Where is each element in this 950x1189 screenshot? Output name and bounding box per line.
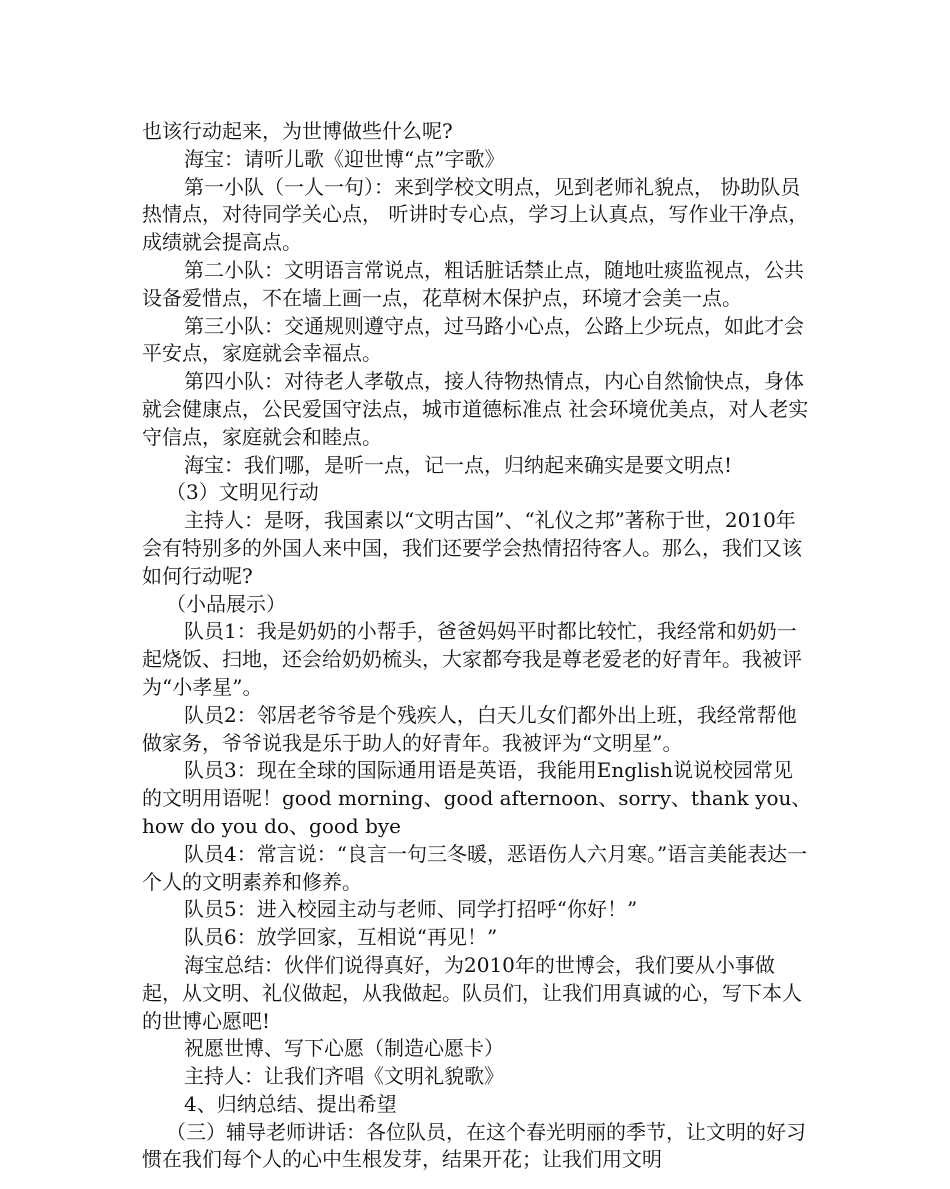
paragraph-member-3: 队员3：现在全球的国际通用语是英语，我能用English说说校园常见的文明用语呢！good morning、good afternoon、sorry、thank you、how do you do、good bye <box>142 758 812 838</box>
paragraph-host-1: 主持人：是呀，我国素以“文明古国”、“礼仪之邦”著称于世，2010年会有特别多的外国人来中国，我们还要学会热情招待客人。那么，我们又该如何行动呢? <box>142 508 802 588</box>
paragraph-member-4: 队员4：常言说：“良言一句三冬暖，恶语伤人六月寒。”语言美能表达一个人的文明素养和修养。 <box>142 841 808 894</box>
paragraph-host-2: 主持人：让我们齐唱《文明礼貌歌》 <box>184 1064 504 1089</box>
paragraph-squad-3: 第三小队：交通规则遵守点，过马路小心点，公路上少玩点，如此才会平安点，家庭就会幸福点。 <box>142 313 804 366</box>
paragraph-member-1: 队员1：我是奶奶的小帮手，爸爸妈妈平时都比较忙，我经常和奶奶一起烧饭、扫地，还会给奶奶梳头，大家都夸我是尊老爱老的好青年。我被评为“小孝星”。 <box>142 619 802 699</box>
paragraph-member-6: 队员6：放学回家，互相说“再见！” <box>184 925 498 950</box>
paragraph-haibao-song: 海宝：请听儿歌《迎世博“点”字歌》 <box>184 146 505 171</box>
section-heading-summary: 4、归纳总结、提出希望 <box>184 1091 397 1116</box>
paragraph-member-5: 队员5：进入校园主动与老师、同学打招呼“你好！” <box>184 897 638 922</box>
section-heading-skit: （小品展示） <box>166 591 286 616</box>
paragraph-teacher-speech: （三）辅导老师讲话：各位队员，在这个春光明丽的季节，让文明的好习惯在我们每个人的心中生根发芽，结果开花；让我们用文明 <box>142 1119 806 1172</box>
paragraph-squad-2: 第二小队：文明语言常说点，粗话脏话禁止点，随地吐痰监视点，公共设备爱惜点，不在墙上画一点，花草树木保护点，环境才会美一点。 <box>142 257 804 310</box>
paragraph-haibao-summary-1: 海宝：我们哪，是听一点，记一点，归纳起来确实是要文明点! <box>184 452 733 477</box>
paragraph-haibao-conclusion: 海宝总结：伙伴们说得真好，为2010年的世博会，我们要从小事做起，从文明、礼仪做起，从我做起。队员们，让我们用真诚的心，写下本人的世博心愿吧! <box>142 952 802 1033</box>
document-page <box>142 118 812 1174</box>
paragraph-squad-4: 第四小队：对待老人孝敬点，接人待物热情点，内心自然愉快点，身体就会健康点，公民爱国守法点，城市道德标准点 社会环境优美点，对人老实守信点，家庭就会和睦点。 <box>142 369 809 449</box>
paragraph-squad-1: 第一小队（一人一句）：来到学校文明点，见到老师礼貌点， 协助队员热情点，对待同学关心点， 听讲时专心点，学习上认真点，写作业干净点，成绩就会提高点。 <box>142 174 809 255</box>
paragraph-wish-card: 祝愿世博、写下心愿（制造心愿卡） <box>184 1036 504 1061</box>
section-heading-action: （3）文明见行动 <box>166 480 319 505</box>
paragraph-member-2: 队员2：邻居老爷爷是个残疾人，白天儿女们都外出上班，我经常帮他做家务，爷爷说我是乐于助人的好青年。我被评为“文明星”。 <box>142 702 797 755</box>
paragraph-intro: 也该行动起来，为世博做些什么呢? <box>142 119 453 143</box>
